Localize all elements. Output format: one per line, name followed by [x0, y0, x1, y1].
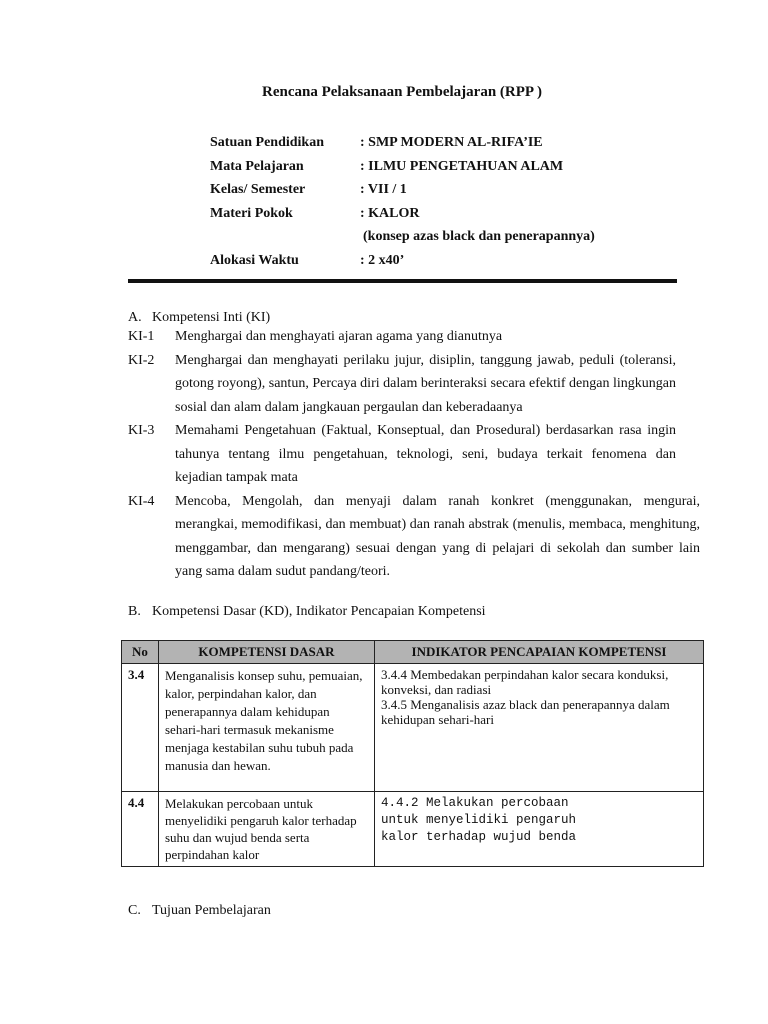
section-letter: A.: [128, 310, 142, 325]
ki-code: KI-3: [128, 423, 155, 438]
ki-text: Menghargai dan menghayati perilaku jujur, disiplin, tanggung jawab, peduli (toleransi, gotong royong), santun, Percaya diri dalam berinteraksi secara efektif dengan lingkungan sosial dan alam dalam jangkauan pergaulan dan keberadaanya: [175, 352, 676, 415]
document-title: Rencana Pelaksanaan Pembelajaran (RPP ): [262, 84, 542, 100]
ki-text: Memahami Pengetahuan (Faktual, Konseptual, dan Prosedural) berdasarkan rasa ingin tahunya tentang ilmu pengetahuan, teknologi, seni, budaya terkait fenomena dan kejadian tampak mata: [175, 423, 676, 485]
indicator-cell: [375, 664, 704, 792]
ki-code: KI-4: [128, 493, 155, 509]
info-label: Kelas/ Semester: [210, 182, 306, 197]
info-label: Materi Pokok: [210, 205, 293, 221]
identity-block: [210, 131, 680, 272]
section-a-heading: [128, 310, 270, 326]
row-number: 3.4: [122, 664, 159, 792]
info-value: : KALOR: [360, 205, 420, 221]
ki-item: [128, 419, 700, 490]
info-value: : 2 x40’: [360, 252, 405, 268]
info-row: [210, 155, 680, 179]
ki-list: [128, 325, 700, 584]
info-label: [210, 225, 360, 249]
section-c-heading: [128, 903, 271, 919]
section-letter: C.: [128, 903, 141, 918]
ki-code: KI-2: [128, 352, 155, 368]
indicator-cell: [375, 792, 704, 867]
column-header: KOMPETENSI DASAR: [159, 641, 375, 664]
indicator-text: 3.4.4 Membedakan perpindahan kalor secara konduksi, konveksi, dan radiasi: [381, 667, 669, 697]
info-label: Alokasi Waktu: [210, 252, 299, 268]
info-value: : ILMU PENGETAHUAN ALAM: [360, 158, 564, 174]
section-title: Kompetensi Inti (KI): [152, 310, 271, 325]
info-row: [210, 225, 680, 249]
table-header-row: [122, 641, 704, 664]
column-header: No: [122, 641, 159, 664]
ki-text: Mencoba, Mengolah, dan menyaji dalam ranah konkret (menggunakan, mengurai, merangkai, memodifikasi, dan membuat) dan ranah abstrak (menulis, membaca, menghitung, menggambar, dan mengarang) sesuai dengan yang di pelajari di sekolah dan sumber lain yang sama dalam sudut pandang/teori.: [175, 493, 700, 579]
section-title: Tujuan Pembelajaran: [152, 903, 271, 918]
horizontal-rule: [128, 279, 677, 283]
info-label: Mata Pelajaran: [210, 158, 304, 174]
info-row: [210, 178, 680, 202]
info-value: : SMP MODERN AL-RIFA’IE: [360, 135, 543, 150]
section-letter: B.: [128, 604, 141, 619]
competency-text: Menganalisis konsep suhu, pemuaian, kalor, perpindahan kalor, dan penerapannya dalam kehidupan sehari-hari termasuk mekanisme menjaga kestabilan suhu tubuh pada manusia dan hewan.: [159, 664, 375, 792]
info-row: [210, 131, 680, 155]
info-label: Satuan Pendidikan: [210, 135, 324, 150]
section-b-heading: [128, 604, 486, 620]
indicator-text: 3.4.5 Menganalisis azaz black dan penerapannya dalam kehidupan sehari-hari: [381, 697, 670, 727]
ki-item: [128, 349, 700, 420]
ki-item: [128, 490, 700, 584]
info-value: (konsep azas black dan penerapannya): [363, 229, 595, 244]
indicator-text: 4.4.2 Melakukan percobaan untuk menyelidiki pengaruh kalor terhadap wujud benda: [381, 796, 577, 844]
competency-table: [121, 640, 704, 867]
ki-item: [128, 325, 700, 349]
competency-text: Melakukan percobaan untuk menyelidiki pengaruh kalor terhadap suhu dan wujud benda serta perpindahan kalor: [159, 792, 375, 867]
column-header: INDIKATOR PENCAPAIAN KOMPETENSI: [375, 641, 704, 664]
info-value: : VII / 1: [360, 182, 407, 197]
info-row: [210, 202, 680, 226]
ki-code: KI-1: [128, 329, 155, 344]
table-row: [122, 792, 704, 867]
ki-text: Menghargai dan menghayati ajaran agama yang dianutnya: [175, 329, 503, 344]
section-title: Kompetensi Dasar (KD), Indikator Pencapaian Kompetensi: [152, 604, 486, 619]
row-number: 4.4: [122, 792, 159, 867]
table-row: [122, 664, 704, 792]
info-row: [210, 249, 680, 273]
